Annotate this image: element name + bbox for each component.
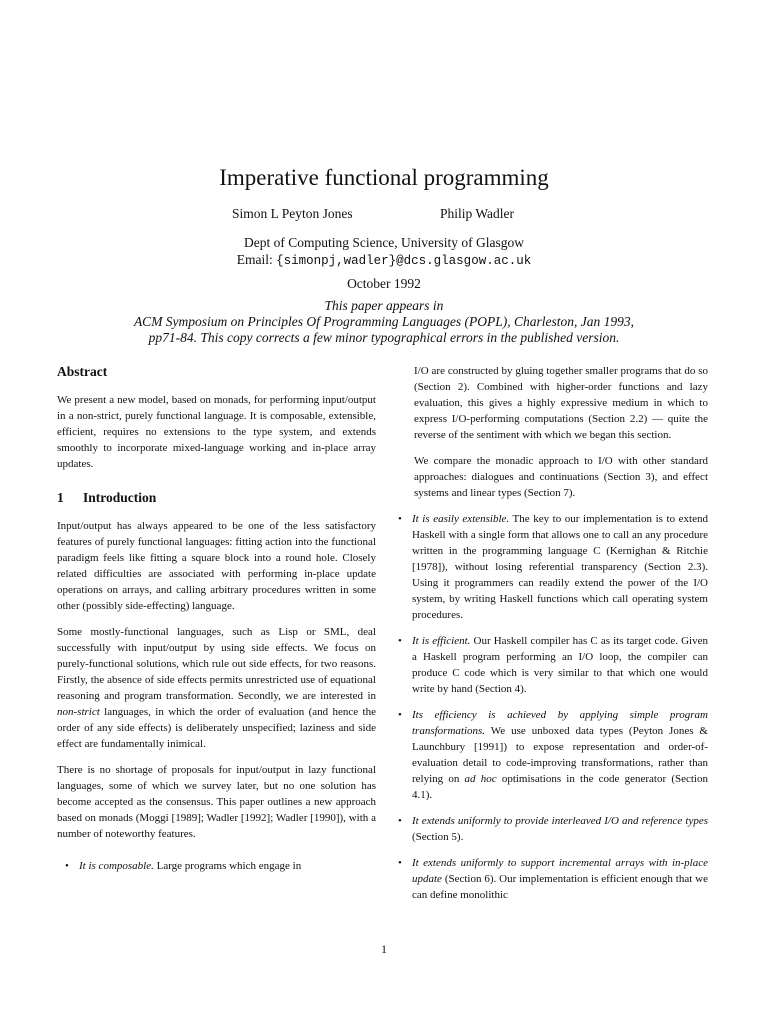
page-number: 1 <box>381 942 387 956</box>
intro-paragraph-1: Input/output has always appeared to be one of the less satisfactory features of purely functional languages: fitting action into the functional paradigm feels like fitting a square block into a round hole. Closely related difficulties are associated with performing in-place update operations on arrays, and calling arbitrary procedures written in some other (possibly side-effecting) language. <box>57 520 376 612</box>
right-paragraph-1: I/O are constructed by gluing together smaller programs that do so (Section 2). Combined with higher-order functions and lazy evaluation, this gives a highly expressive medium in which to express I/O-performing computations (Section 2.2) — quite the reverse of the sentiment with which we began this section. <box>414 365 708 441</box>
publication-note-line-1: This paper appears in <box>324 298 444 313</box>
section-title: Introduction <box>83 490 157 505</box>
abstract-text: We present a new model, based on monads, for performing input/output in a non-strict, purely functional language. It is composable, extensible, efficient, requires no extensions to the type system, and extends smoothly to incorporate mixed-language working and in-place array updates. <box>57 394 376 470</box>
section-number: 1 <box>57 490 64 505</box>
bullet-icon: • <box>398 513 402 525</box>
abstract-heading: Abstract <box>57 364 108 379</box>
intro-paragraph-2 <box>57 624 376 752</box>
bullet-icon: • <box>398 709 402 721</box>
introduction-heading <box>57 490 376 506</box>
bullet-icon: • <box>65 860 69 872</box>
left-column <box>57 364 376 884</box>
intro-paragraph-3: There is no shortage of proposals for input/output in lazy functional languages, some of which we survey later, but no one solution has become accepted as the consensus. This paper outlines a new approach based on monads (Moggi [1989]; Wadler [1992]; Wadler [1990]), with a number of noteworthy features. <box>57 764 376 840</box>
bullet-emphasis: It extends uniformly to provide interleaved I/O and reference types <box>412 815 708 827</box>
email-label: Email: <box>236 252 273 267</box>
bullet-emphasis: Its efficiency is achieved by applying simple program transformations. <box>412 709 708 737</box>
bullet-icon: • <box>398 815 402 827</box>
author-2: Philip Wadler <box>440 206 515 221</box>
publication-note-line-3: pp71-84. This copy corrects a few minor typographical errors in the published version. <box>148 330 620 345</box>
right-paragraph-2: We compare the monadic approach to I/O with other standard approaches: dialogues and continuations (Section 3), and effect systems and linear types (Section 7). <box>414 455 708 499</box>
bullet-text: Our Haskell compiler has C as its target code. Given a Haskell program performing an I/O loop, the compiler can produce C code which is very similar to that which one would write by hand (Section 4). <box>412 635 709 695</box>
list-item <box>398 813 708 845</box>
list-item <box>398 707 708 803</box>
feature-list-right <box>398 511 708 903</box>
publication-note-line-2: ACM Symposium on Principles Of Programming Languages (POPL), Charleston, Jan 1993, <box>133 314 635 329</box>
bullet-text: We use unboxed data types (Peyton Jones & Launchbury [1991]) to expose representation and order-of-evaluation detail to code-improving transformations, rather than relying on <box>412 725 708 785</box>
intro-p2-text-b: languages, in which the order of evaluation (and hence the order of any side effects) is deliberately unspecified; laziness and side effect are fundamentally inimical. <box>57 706 376 750</box>
list-item <box>398 511 708 623</box>
bullet-icon: • <box>398 857 402 869</box>
affiliation: Dept of Computing Science, University of Glasgow <box>243 235 525 250</box>
email-line <box>0 252 768 268</box>
bullet-text: Large programs which engage in <box>153 860 302 872</box>
bullet-emphasis: It is efficient. <box>412 635 471 647</box>
paper-title: Imperative functional programming <box>219 165 549 190</box>
bullet-text: (Section 5). <box>412 831 464 843</box>
bullet-text-2: optimisations in the code generator (Section 4.1). <box>412 773 708 801</box>
author-1: Simon L Peyton Jones <box>232 206 353 221</box>
bullet-emphasis: It is composable. <box>79 860 154 872</box>
right-column <box>398 363 708 913</box>
paper-date: October 1992 <box>347 276 421 291</box>
bullet-emphasis: It extends uniformly to support incremental arrays with in-place update <box>412 857 708 885</box>
bullet-text: The key to our implementation is to extend Haskell with a single form that allows one to call an any procedure written in the programming language C (Kernighan & Ritchie [1978]), without losing referential transparency (Section 2.3). Using it programmers can readily extend the power of the I/O system, by writing Haskell functions which call operating system procedures. <box>412 513 708 621</box>
email-address: {simonpj,wadler}@dcs.glasgow.ac.uk <box>276 254 532 268</box>
list-item <box>398 633 708 697</box>
feature-list-left <box>65 858 376 874</box>
list-item <box>65 858 376 874</box>
bullet-emphasis-2: ad hoc <box>464 773 497 785</box>
intro-p2-emphasis: non-strict <box>57 706 100 718</box>
intro-p2-text-a: Some mostly-functional languages, such as Lisp or SML, deal successfully with input/output by using side effects. We focus on purely-functional solutions, which rule out side effects, for two reasons. Firstly, the absence of side effects permits unrestricted use of equational reasoning and program transformation. Secondly, we are interested in <box>57 626 376 702</box>
list-item <box>398 855 708 903</box>
bullet-text: (Section 6). Our implementation is efficient enough that we can define monolithic <box>412 873 708 901</box>
bullet-emphasis: It is easily extensible. <box>412 513 510 525</box>
bullet-icon: • <box>398 635 402 647</box>
